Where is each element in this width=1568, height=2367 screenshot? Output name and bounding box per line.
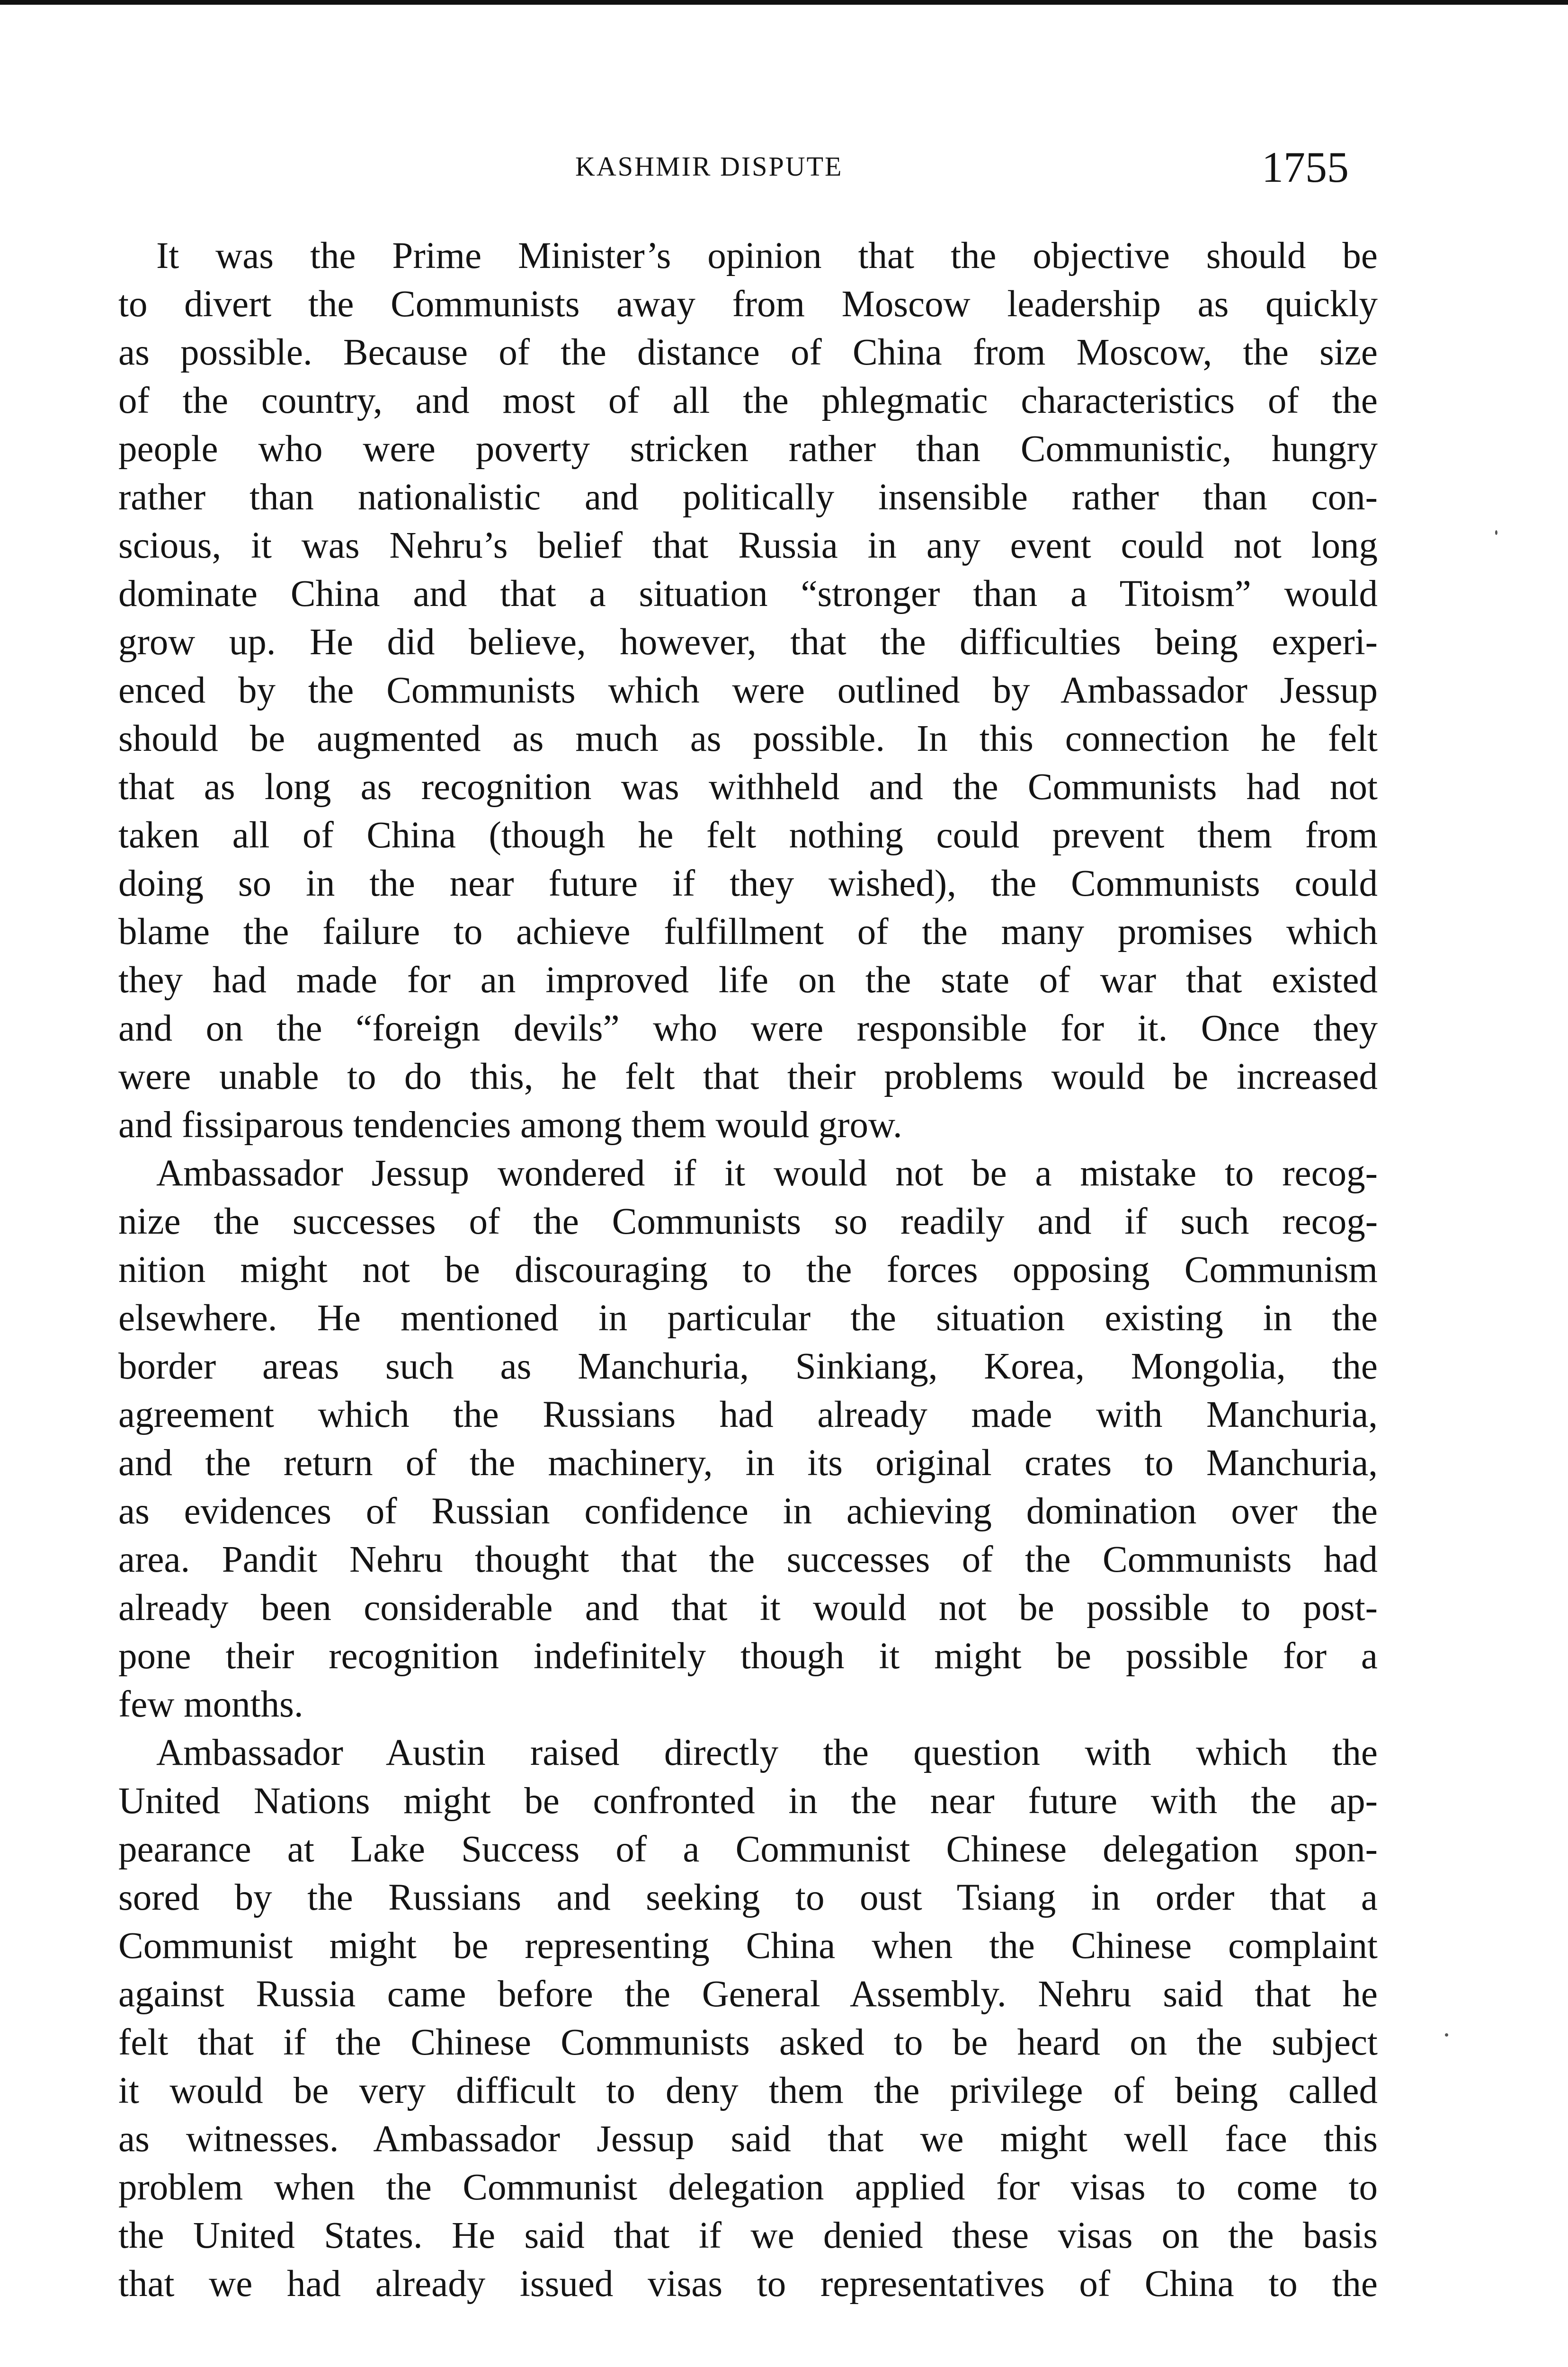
text-line: and fissiparous tendencies among them would grow. (118, 1104, 902, 1146)
text-line: scious, it was Nehru’s belief that Russia in any event could not long (118, 525, 1378, 566)
text-line: grow up. He did believe, however, that the difficulties being experi- (118, 622, 1378, 663)
running-head: KASHMIR DISPUTE (575, 151, 843, 182)
text-line: pearance at Lake Success of a Communist Chinese delegation spon- (118, 1829, 1378, 1870)
text-line: enced by the Communists which were outlined by Ambassador Jessup (118, 670, 1378, 711)
top-edge-rule (0, 0, 1568, 5)
text-line: it would be very difficult to deny them the privilege of being called (118, 2070, 1378, 2111)
text-line: dominate China and that a situation “stronger than a Titoism” would (118, 573, 1378, 614)
text-line: should be augmented as much as possible. In this connection he felt (118, 718, 1378, 759)
text-line: that as long as recognition was withheld and the Communists had not (118, 766, 1378, 808)
text-line: border areas such as Manchuria, Sinkiang, Korea, Mongolia, the (118, 1346, 1378, 1387)
text-line: that we had already issued visas to representatives of China to the (118, 2263, 1378, 2305)
page-number: 1755 (1262, 143, 1349, 191)
margin-speck (1495, 530, 1497, 535)
text-line: area. Pandit Nehru thought that the successes of the Communists had (118, 1539, 1378, 1580)
text-line: and the return of the machinery, in its original crates to Manchuria, (118, 1442, 1378, 1484)
text-line: they had made for an improved life on the state of war that existed (118, 960, 1378, 1001)
text-line: people who were poverty stricken rather than Communistic, hungry (118, 428, 1378, 470)
text-line: Ambassador Jessup wondered if it would not be a mistake to recog- (156, 1153, 1378, 1194)
text-line: felt that if the Chinese Communists asked to be heard on the subject (118, 2022, 1378, 2063)
text-line: Ambassador Austin raised directly the question with which the (156, 1732, 1378, 1773)
margin-speck (1445, 2033, 1448, 2037)
text-line: nition might not be discouraging to the forces opposing Communism (118, 1249, 1378, 1290)
paragraph-jessup-recognition (118, 1149, 1378, 1729)
text-line: nize the successes of the Communists so readily and if such recog- (118, 1201, 1378, 1242)
text-line: as possible. Because of the distance of China from Moscow, the size (118, 332, 1378, 373)
page-header (0, 142, 1568, 189)
text-line: against Russia came before the General Assembly. Nehru said that he (118, 1974, 1378, 2015)
text-line: agreement which the Russians had already made with Manchuria, (118, 1394, 1378, 1435)
paragraph-nehru-opinion (118, 232, 1378, 1149)
paragraph-austin-un-question (118, 1729, 1378, 2308)
body-text (118, 232, 1378, 2308)
text-line: as witnesses. Ambassador Jessup said that we might well face this (118, 2118, 1378, 2160)
text-line: United Nations might be confronted in the near future with the ap- (118, 1780, 1378, 1822)
text-line: elsewhere. He mentioned in particular the situation existing in the (118, 1298, 1378, 1339)
text-line: rather than nationalistic and politically insensible rather than con- (118, 477, 1378, 518)
text-line: It was the Prime Minister’s opinion that the objective should be (156, 235, 1378, 276)
text-line: few months. (118, 1684, 303, 1725)
text-line: and on the “foreign devils” who were responsible for it. Once they (118, 1008, 1378, 1049)
text-line: the United States. He said that if we denied these visas on the basis (118, 2215, 1378, 2256)
text-line: doing so in the near future if they wished), the Communists could (118, 863, 1378, 904)
text-line: of the country, and most of all the phlegmatic characteristics of the (118, 380, 1378, 421)
text-line: problem when the Communist delegation applied for visas to come to (118, 2167, 1378, 2208)
text-line: as evidences of Russian confidence in achieving domination over the (118, 1491, 1378, 1532)
text-line: sored by the Russians and seeking to oust Tsiang in order that a (118, 1877, 1378, 1918)
text-line: already been considerable and that it would not be possible to post- (118, 1587, 1378, 1628)
text-line: were unable to do this, he felt that their problems would be increased (118, 1056, 1378, 1097)
text-line: to divert the Communists away from Moscow leadership as quickly (118, 284, 1378, 325)
text-line: Communist might be representing China when the Chinese complaint (118, 1925, 1378, 1967)
text-line: pone their recognition indefinitely though it might be possible for a (118, 1636, 1378, 1677)
text-line: blame the failure to achieve fulfillment of the many promises which (118, 911, 1378, 952)
text-line: taken all of China (though he felt nothing could prevent them from (118, 815, 1378, 856)
